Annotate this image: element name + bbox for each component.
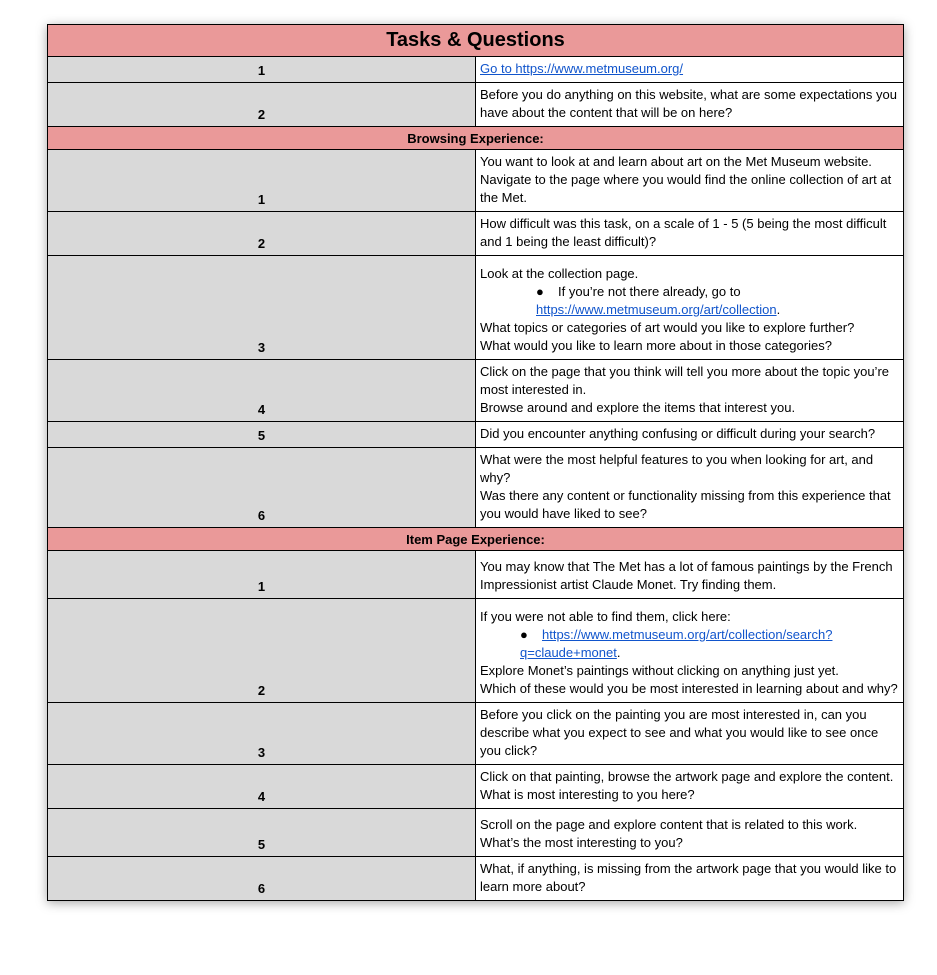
bullet-text: If you’re not there already, go to: [558, 284, 741, 299]
bullet-item: [480, 283, 899, 319]
table-row: [48, 212, 904, 256]
row-text: Before you do anything on this website, what are some expectations you have about the content that will be on here?: [476, 83, 904, 127]
table-row: [48, 765, 904, 809]
text-line: Click on that painting, browse the artwork page and explore the content.: [480, 769, 894, 784]
row-number: 4: [48, 765, 476, 809]
tasks-table: [47, 24, 904, 901]
row-text: [476, 57, 904, 83]
row-text: [476, 448, 904, 528]
row-number: 1: [48, 57, 476, 83]
section-header-row: [48, 528, 904, 551]
row-text: [476, 360, 904, 422]
table-row: [48, 422, 904, 448]
row-text: [476, 599, 904, 703]
section-header-row: [48, 127, 904, 150]
text-line: Browse around and explore the items that interest you.: [480, 400, 796, 415]
met-home-link[interactable]: Go to https://www.metmuseum.org/: [480, 61, 684, 76]
text-line: Navigate to the page where you would find the online collection of art at the Met.: [480, 172, 892, 205]
table-row: [48, 448, 904, 528]
page-title: Tasks & Questions: [48, 25, 904, 57]
text-line: If you were not able to find them, click here:: [480, 609, 731, 624]
text-line: Scroll on the page and explore content that is related to this work.: [480, 817, 858, 832]
text-line: What would you like to learn more about in those categories?: [480, 338, 832, 353]
row-number: 2: [48, 83, 476, 127]
table-row: [48, 809, 904, 857]
row-text: [476, 809, 904, 857]
row-number: 2: [48, 599, 476, 703]
text-line: What is most interesting to you here?: [480, 787, 695, 802]
tasks-document: [47, 24, 904, 901]
row-text: How difficult was this task, on a scale of 1 - 5 (5 being the most difficult and 1 being the least difficult)?: [476, 212, 904, 256]
text-line: Which of these would you be most interested in learning about and why?: [480, 681, 898, 696]
text-line: You want to look at and learn about art on the Met Museum website.: [480, 154, 872, 169]
section-heading-item: Item Page Experience:: [48, 528, 904, 551]
row-number: 1: [48, 551, 476, 599]
monet-search-link[interactable]: https://www.metmuseum.org/art/collection/search?q=claude+monet: [520, 627, 833, 660]
bullet-end: .: [616, 645, 621, 660]
collection-link[interactable]: https://www.metmuseum.org/art/collection: [536, 302, 777, 317]
table-row: [48, 57, 904, 83]
row-number: 3: [48, 703, 476, 765]
row-text: What, if anything, is missing from the artwork page that you would like to learn more about?: [476, 857, 904, 901]
row-number: 6: [48, 857, 476, 901]
bullet-icon: ●: [520, 627, 528, 642]
table-row: [48, 599, 904, 703]
text-line: What topics or categories of art would you like to explore further?: [480, 320, 855, 335]
table-row: [48, 360, 904, 422]
table-row: [48, 150, 904, 212]
row-number: 5: [48, 809, 476, 857]
table-row: [48, 83, 904, 127]
row-text: Before you click on the painting you are most interested in, can you describe what you expect to see and what you would like to see once you click?: [476, 703, 904, 765]
text-line: What’s the most interesting to you?: [480, 835, 683, 850]
row-number: 6: [48, 448, 476, 528]
bullet-end: .: [776, 302, 781, 317]
title-row: [48, 25, 904, 57]
table-row: [48, 857, 904, 901]
row-text: You may know that The Met has a lot of famous paintings by the French Impressionist artist Claude Monet. Try finding them.: [476, 551, 904, 599]
row-number: 5: [48, 422, 476, 448]
row-text: Did you encounter anything confusing or difficult during your search?: [476, 422, 904, 448]
row-text: [476, 256, 904, 360]
table-row: [48, 551, 904, 599]
table-row: [48, 703, 904, 765]
text-line: Click on the page that you think will tell you more about the topic you’re most interested in.: [480, 364, 890, 397]
row-number: 1: [48, 150, 476, 212]
section-heading-browsing: Browsing Experience:: [48, 127, 904, 150]
table-row: [48, 256, 904, 360]
text-line: Look at the collection page.: [480, 266, 639, 281]
row-text: [476, 150, 904, 212]
text-line: Explore Monet’s paintings without clicking on anything just yet.: [480, 663, 839, 678]
bullet-item: [480, 626, 899, 662]
row-text: [476, 765, 904, 809]
row-number: 2: [48, 212, 476, 256]
bullet-icon: ●: [536, 284, 544, 299]
text-line: What were the most helpful features to you when looking for art, and why?: [480, 452, 874, 485]
text-line: Was there any content or functionality missing from this experience that you would have liked to see?: [480, 488, 891, 521]
row-number: 3: [48, 256, 476, 360]
row-number: 4: [48, 360, 476, 422]
